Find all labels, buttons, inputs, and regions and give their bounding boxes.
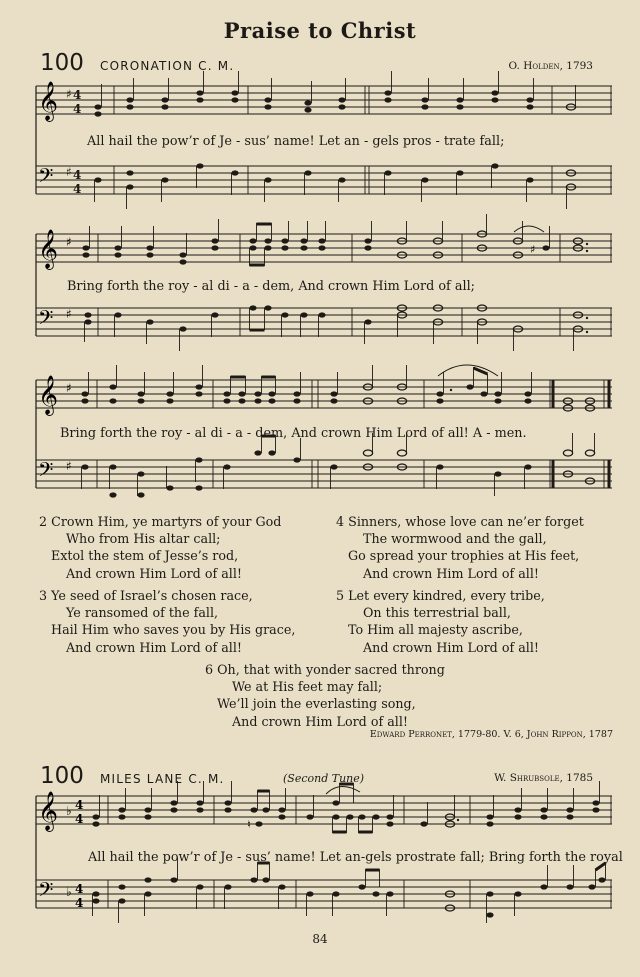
svg-text:4: 4: [73, 88, 82, 102]
lyric-line-3: Bring forth the roy - al di - a - dem, And crown Him Lord of all! A - men.: [60, 426, 527, 441]
stanza-3: 3 Ye seed of Israel’s chosen race, Ye ransomed of the fall, Hail Him who saves you by His grace, And crown Him Lord of all!: [39, 588, 296, 655]
svg-text:𝄞: 𝄞: [38, 791, 59, 831]
svg-text:4: 4: [75, 896, 84, 910]
composer-credit: O. Holden, 1793: [508, 60, 593, 72]
tune-name-2: MILES LANE C. M.: [100, 772, 225, 786]
svg-text:𝄢: 𝄢: [38, 164, 54, 192]
page-number: 84: [312, 932, 328, 946]
svg-text:𝄞: 𝄞: [38, 375, 59, 415]
composer-credit-2: W. Shrubsole, 1785: [494, 772, 593, 784]
svg-text:4: 4: [73, 182, 82, 196]
lyric-line-4: All hail the pow’r of Je - sus’ name! Let an-gels prostrate fall; Bring forth the royal: [88, 850, 623, 865]
music-system-3: [0, 372, 640, 512]
stanza-number: 4: [336, 514, 345, 529]
svg-text:♯: ♯: [66, 307, 72, 321]
tune-name: CORONATION C. M.: [100, 59, 235, 73]
svg-text:♯: ♯: [66, 165, 72, 179]
svg-text:♯: ♯: [66, 87, 72, 101]
svg-text:𝄢: 𝄢: [38, 458, 54, 486]
svg-text:♯: ♯: [66, 459, 72, 473]
svg-text:4: 4: [75, 882, 84, 896]
svg-text:♯: ♯: [530, 243, 536, 256]
svg-text:𝄢: 𝄢: [38, 306, 54, 334]
svg-text:♮: ♮: [247, 818, 251, 831]
stanza-number: 2: [39, 514, 48, 529]
stanza-2: 2 Crown Him, ye martyrs of your God Who from His altar call; Extol the stem of Jesse’s rod, And crown Him Lord of all!: [39, 514, 282, 581]
svg-text:4: 4: [75, 812, 84, 826]
svg-text:𝄞: 𝄞: [38, 229, 59, 269]
page-title: Praise to Christ: [223, 18, 417, 43]
svg-text:4: 4: [73, 102, 82, 116]
stanza-5: 5 Let every kindred, every tribe, On this terrestrial ball, To Him all majesty ascribe, And crown Him Lord of all!: [336, 588, 545, 655]
svg-text:4: 4: [73, 168, 82, 182]
lyric-line-1: All hail the pow’r of Je - sus’ name! Let an - gels pros - trate fall;: [87, 134, 505, 149]
svg-text:♯: ♯: [66, 235, 72, 249]
hymn-number-2: 100: [40, 763, 84, 789]
stanza-number: 3: [39, 588, 48, 603]
svg-text:4: 4: [75, 798, 84, 812]
second-tune-label: (Second Tune): [283, 772, 365, 785]
lyric-line-2: Bring forth the roy - al di - a - dem, And crown Him Lord of all;: [67, 279, 475, 294]
stanza-4: 4 Sinners, whose love can ne’er forget The wormwood and the gall, Go spread your trophies at His feet, And crown Him Lord of all!: [336, 514, 584, 581]
author-credits: Edward Perronet, 1779-80. V. 6, John Rippon, 1787: [369, 729, 613, 740]
stanza-6: 6 Oh, that with yonder sacred throng We at His feet may fall; We’ll join the everlasting song, And crown Him Lord of all!: [205, 662, 445, 729]
stanza-number: 6: [205, 662, 214, 677]
hymn-number: 100: [40, 50, 84, 76]
svg-text:♭: ♭: [66, 804, 72, 818]
svg-text:𝄞: 𝄞: [38, 81, 59, 121]
music-system-2: [0, 226, 640, 366]
svg-text:♯: ♯: [66, 381, 72, 395]
svg-text:𝄢: 𝄢: [38, 878, 54, 906]
stanza-number: 5: [336, 588, 345, 603]
svg-text:♭: ♭: [66, 885, 72, 899]
